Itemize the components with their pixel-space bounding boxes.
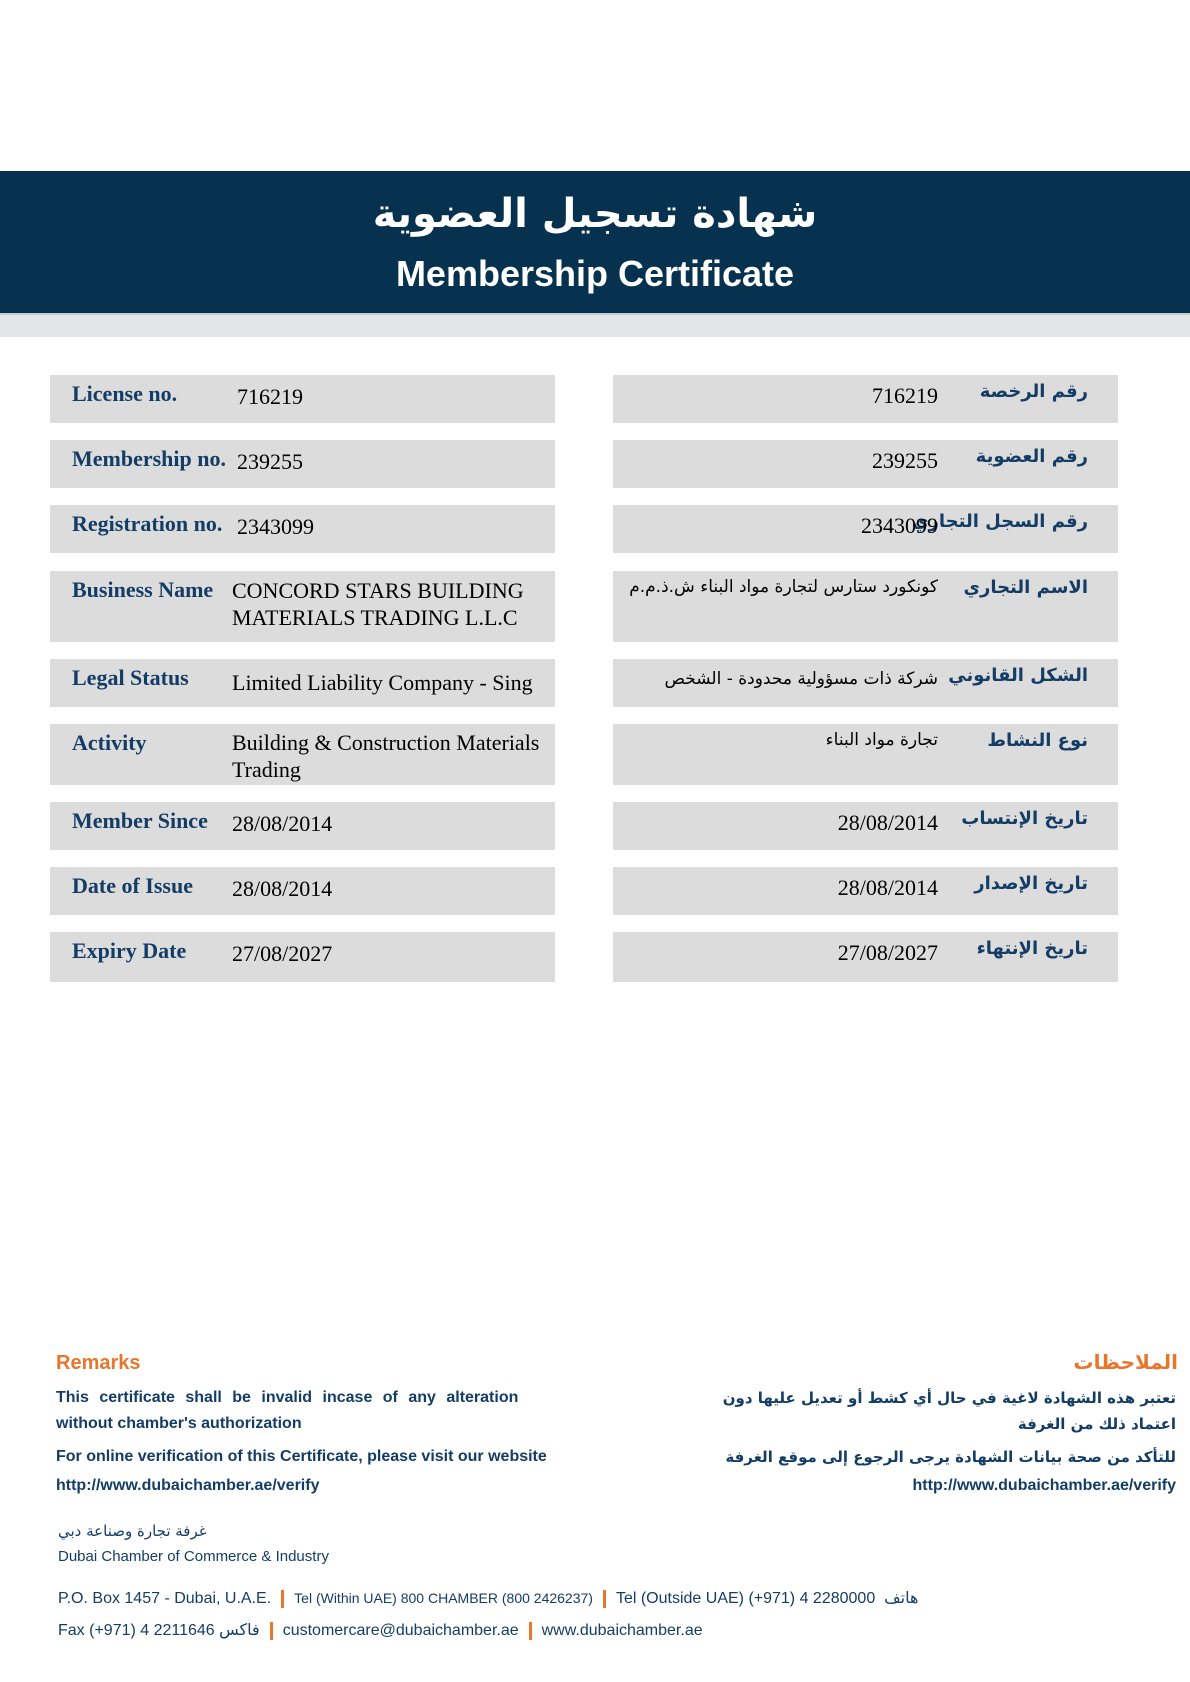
chamber-name: Dubai Chamber of Commerce & Industry xyxy=(58,1548,329,1565)
value: شركة ذات مسؤولية محدودة - الشخص xyxy=(664,669,938,689)
title-arabic: شهادة تسجيل العضوية xyxy=(372,191,818,237)
label: تاريخ الإصدار xyxy=(974,873,1088,894)
separator xyxy=(603,1590,606,1608)
header-divider xyxy=(0,313,1190,337)
field-activity-ar xyxy=(613,724,1118,785)
value: 27/08/2027 xyxy=(837,940,938,965)
field-activity-en xyxy=(50,724,555,785)
field-legal-status-ar xyxy=(613,659,1118,707)
remark-arabic-line-2: اعتماد ذلك من الغرفة xyxy=(1017,1415,1176,1433)
value: 716219 xyxy=(872,383,938,408)
value: 27/08/2027 xyxy=(232,941,333,966)
field-member-since-en xyxy=(50,802,555,850)
label: Activity xyxy=(72,730,147,755)
label: الشكل القانوني xyxy=(948,665,1088,686)
label: الاسم التجاري xyxy=(963,577,1088,598)
field-expiry-date-ar xyxy=(613,932,1118,982)
remark-line-2: without chamber's authorization xyxy=(56,1415,302,1432)
tel-arabic: هاتف xyxy=(884,1588,919,1607)
field-business-name-ar xyxy=(613,571,1118,642)
label: تاريخ الإنتساب xyxy=(961,808,1088,829)
remarks-title: Remarks xyxy=(56,1352,141,1374)
field-expiry-date-en xyxy=(50,932,555,982)
field-date-of-issue-en xyxy=(50,867,555,915)
label: Legal Status xyxy=(72,665,189,690)
header-banner xyxy=(0,171,1190,313)
label: License no. xyxy=(72,381,178,406)
tel-within-uae: Tel (Within UAE) 800 CHAMBER (800 2426237) xyxy=(294,1590,593,1606)
value-line-1: Building & Construction Materials xyxy=(232,730,540,755)
field-business-name-en xyxy=(50,571,555,642)
field-license-ar xyxy=(613,375,1118,423)
label: Business Name xyxy=(72,577,214,602)
value: كونكورد ستارس لتجارة مواد البناء ش.ذ.م.م xyxy=(629,577,938,597)
field-registration-ar xyxy=(613,505,1118,553)
value: 2343099 xyxy=(861,513,938,538)
separator xyxy=(281,1590,284,1608)
value: 239255 xyxy=(872,448,938,473)
label: Date of Issue xyxy=(72,873,193,898)
separator xyxy=(270,1622,273,1640)
fax: Fax (+971) 4 2211646 xyxy=(58,1622,215,1639)
field-license-en xyxy=(50,375,555,423)
value-line-1: CONCORD STARS BUILDING xyxy=(232,578,524,603)
value: 2343099 xyxy=(237,514,314,539)
remark-line-1: This certificate shall be invalid incase of any alteration xyxy=(56,1389,519,1406)
po-box: P.O. Box 1457 - Dubai, U.A.E. xyxy=(58,1590,272,1607)
field-legal-status-en xyxy=(50,659,555,707)
website-link[interactable]: www.dubaichamber.ae xyxy=(541,1622,703,1639)
verify-link[interactable]: http://www.dubaichamber.ae/verify xyxy=(56,1477,320,1494)
label: Membership no. xyxy=(72,446,226,471)
field-member-since-ar xyxy=(613,802,1118,850)
chamber-name-arabic: غرفة تجارة وصناعة دبي xyxy=(58,1522,207,1540)
remark-arabic-line-3: للتأكد من صحة بيانات الشهادة يرجى الرجوع إلى موقع الغرفة xyxy=(725,1448,1176,1466)
field-registration-en xyxy=(50,505,555,553)
field-membership-en xyxy=(50,440,555,488)
label: رقم العضوية xyxy=(975,446,1088,467)
value: 28/08/2014 xyxy=(232,811,333,836)
label: نوع النشاط xyxy=(987,730,1088,751)
tel-outside-uae: Tel (Outside UAE) (+971) 4 2280000 xyxy=(615,1590,876,1607)
title-english: Membership Certificate xyxy=(395,253,795,294)
label: Expiry Date xyxy=(72,938,187,963)
value: 28/08/2014 xyxy=(837,875,938,900)
value-line-2: MATERIALS TRADING L.L.C xyxy=(232,605,518,630)
value: 716219 xyxy=(237,384,303,409)
separator xyxy=(529,1622,532,1640)
remark-arabic-line-1: تعتبر هذه الشهادة لاغية في حال أي كشط أو تعديل عليها دون xyxy=(722,1389,1176,1407)
contact-line-1 xyxy=(58,1588,918,1608)
field-membership-ar xyxy=(613,440,1118,488)
value: تجارة مواد البناء xyxy=(825,730,938,750)
fax-arabic: فاكس xyxy=(219,1620,260,1639)
label: رقم السجل التجاري xyxy=(912,511,1088,532)
value: 28/08/2014 xyxy=(837,810,938,835)
contact-line-2 xyxy=(58,1620,703,1640)
value: Limited Liability Company - Sing xyxy=(232,670,533,695)
verify-link-arabic[interactable]: http://www.dubaichamber.ae/verify xyxy=(912,1477,1176,1494)
value: 28/08/2014 xyxy=(232,876,333,901)
field-date-of-issue-ar xyxy=(613,867,1118,915)
value: 239255 xyxy=(237,449,303,474)
label: Registration no. xyxy=(72,511,223,536)
email-link[interactable]: customercare@dubaichamber.ae xyxy=(282,1622,519,1639)
value-line-2: Trading xyxy=(232,757,301,782)
label: تاريخ الإنتهاء xyxy=(976,938,1088,959)
label: رقم الرخصة xyxy=(979,381,1088,402)
remarks-title-arabic: الملاحظات xyxy=(1073,1350,1178,1374)
label: Member Since xyxy=(72,808,208,833)
remark-line-3: For online verification of this Certificate, please visit our website xyxy=(56,1448,547,1465)
